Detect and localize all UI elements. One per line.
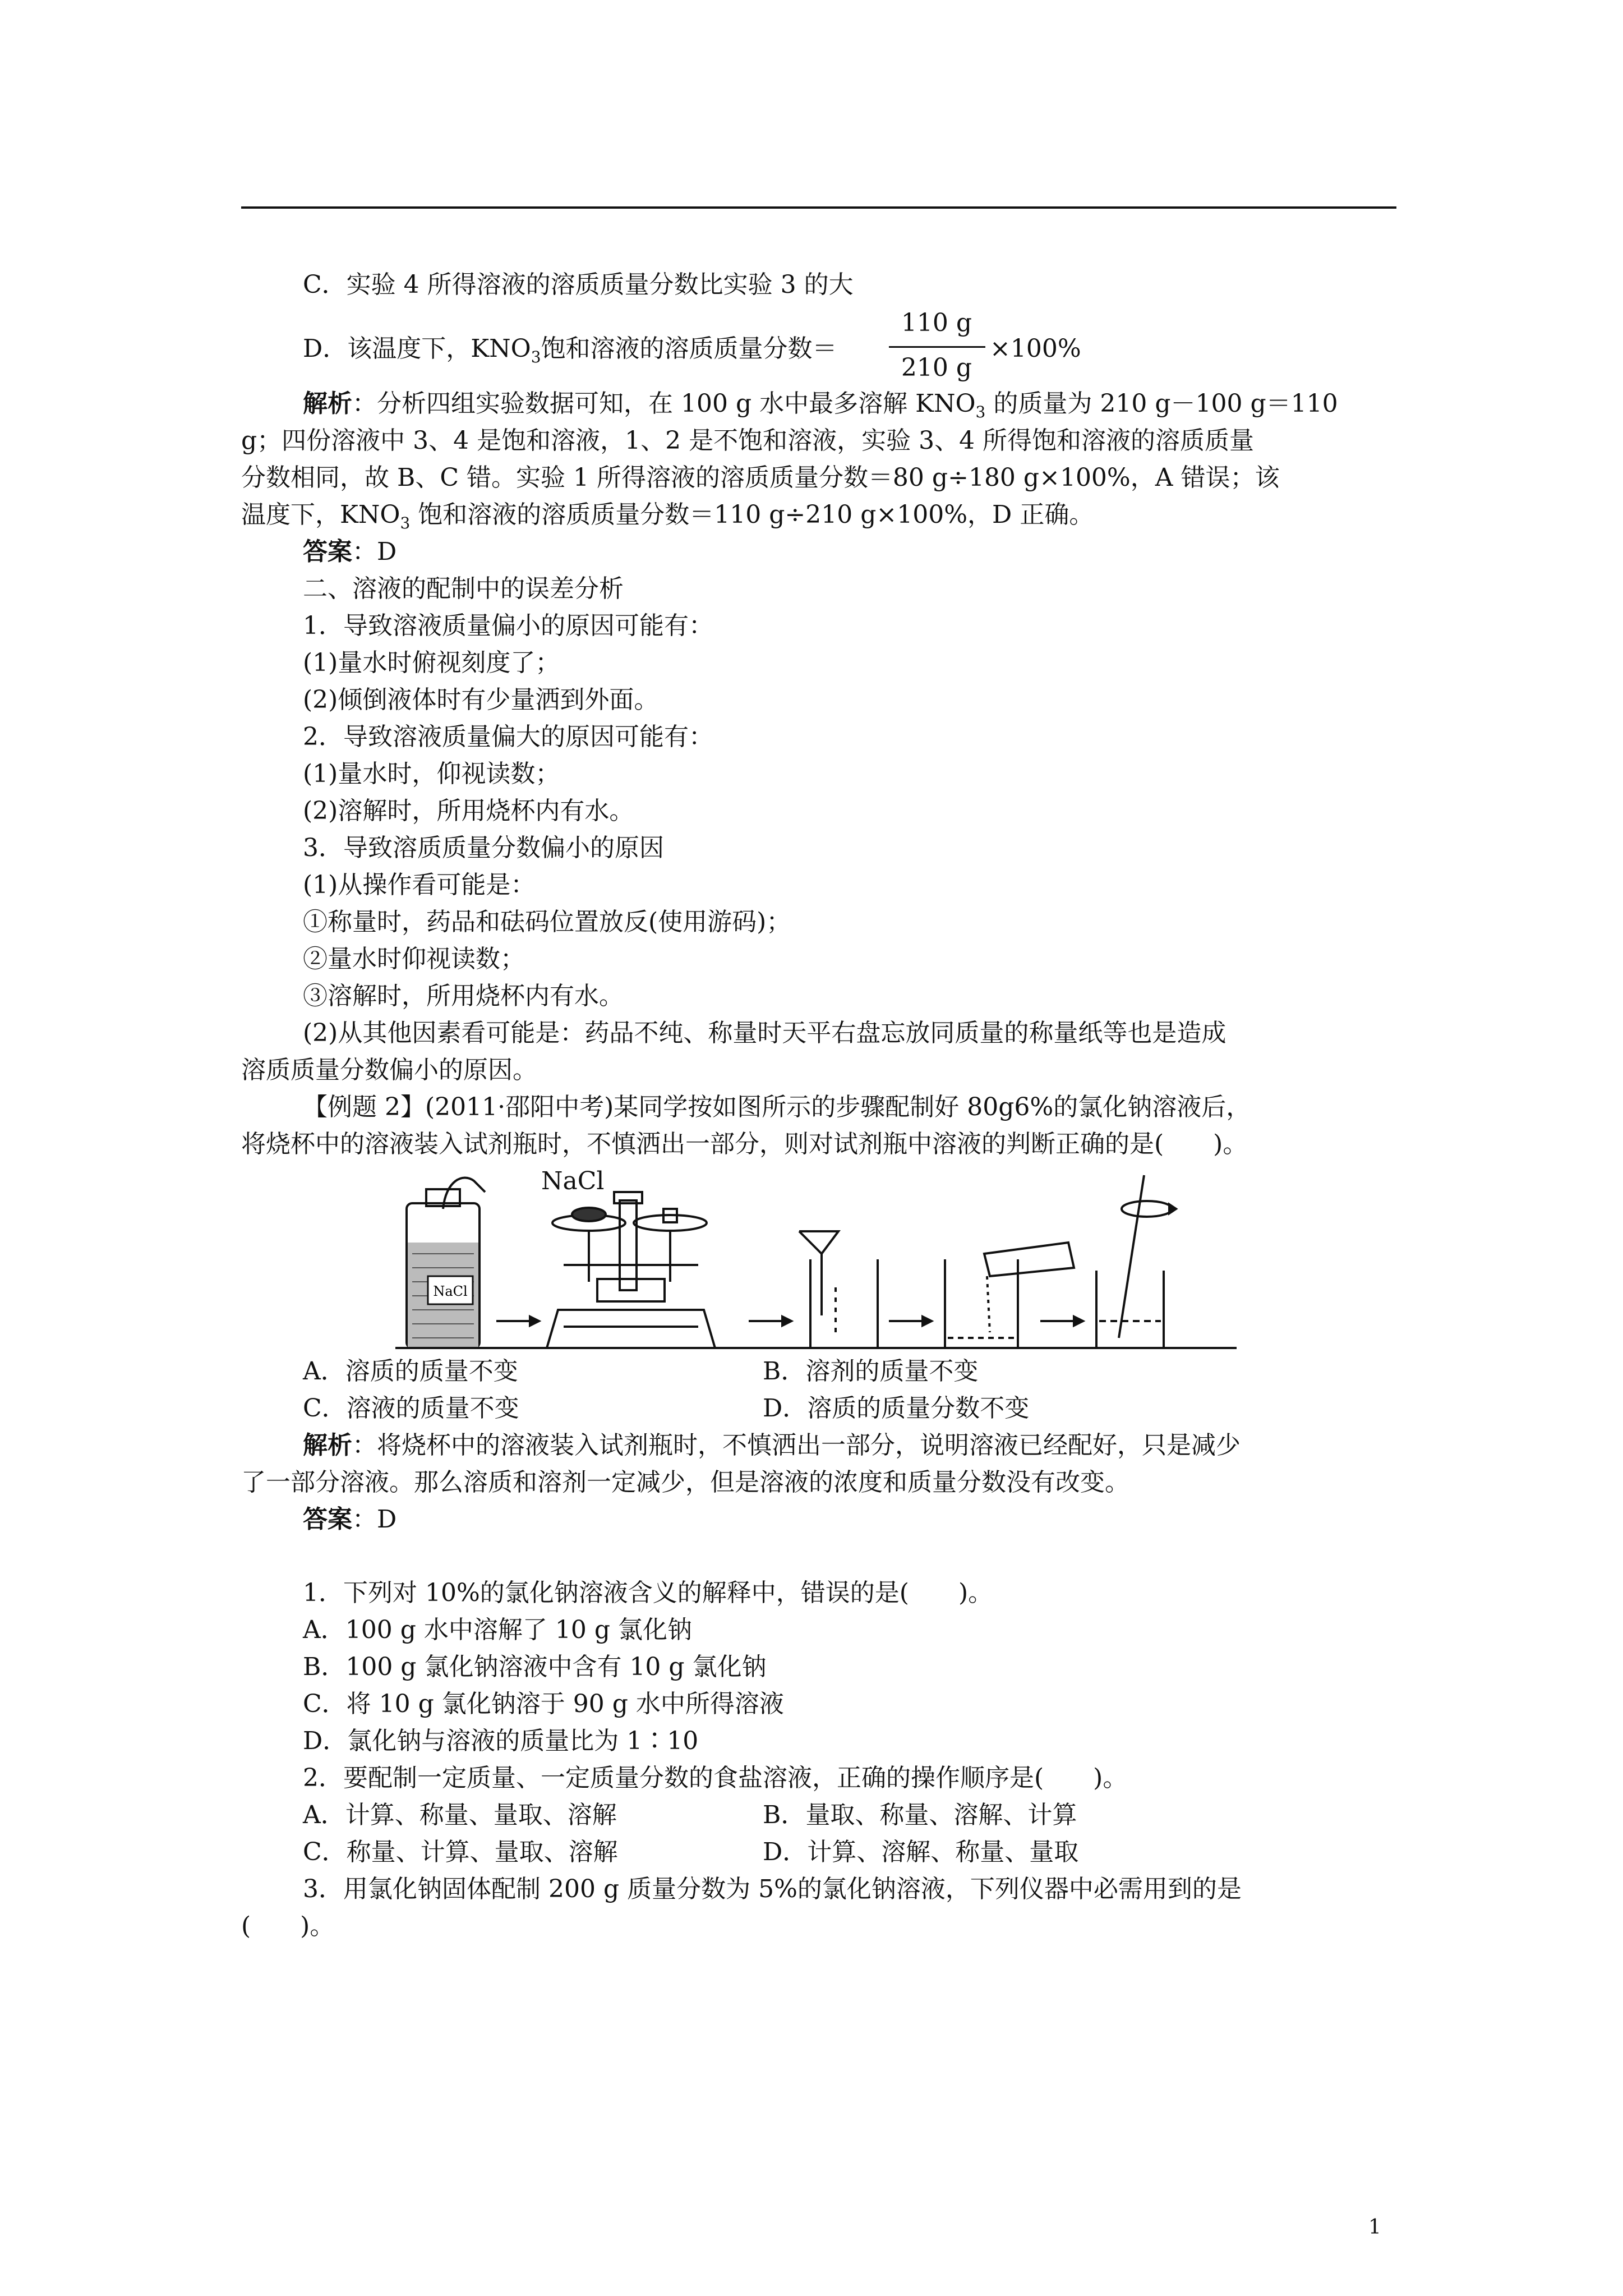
section-2-item-1: 1．导致溶液质量偏小的原因可能有： (303, 611, 713, 640)
example-2-line1: 【例题 2】(2011·邵阳中考)某同学按如图所示的步骤配制好 80g6%的氯化钠溶液后， (303, 1093, 1251, 1121)
section-2-item-2: 2．导致溶液质量偏大的原因可能有： (303, 723, 713, 751)
question-1-option-a: A．100 g 水中溶解了 10 g 氯化钠 (303, 1616, 693, 1644)
funnel-beaker-icon (799, 1231, 878, 1348)
question-2: 2．要配制一定质量、一定质量分数的食盐溶液，正确的操作顺序是( )。 (303, 1764, 1128, 1792)
question-1: 1．下列对 10%的氯化钠溶液含义的解释中，错误的是( )。 (303, 1579, 993, 1607)
nacl-label: NaCl (541, 1170, 605, 1195)
fraction-denominator: 210 g (901, 353, 972, 382)
question-2-option-b: B．量取、称量、溶解、计算 (763, 1801, 1077, 1829)
question-3-line1: 3．用氯化钠固体配制 200 g 质量分数为 5%的氯化钠溶液，下列仪器中必需用到的是 (303, 1875, 1242, 1903)
analysis-1-line2: g；四份溶液中 3、4 是饱和溶液，1、2 是不饱和溶液，实验 3、4 所得饱和溶液的溶质质量 (241, 426, 1255, 455)
example-2-option-c: C．溶液的质量不变 (303, 1394, 519, 1423)
section-2-item-3: 3．导致溶质质量分数偏小的原因 (303, 834, 664, 862)
analysis-1-line4: 温度下，$KNO_3$ 饱和溶液的溶质质量分数＝110 g÷210 g×100%，D 正确。 (241, 500, 1094, 532)
section-2-title: 二、溶液的配制中的误差分析 (303, 574, 624, 603)
example-2-line2: 将烧杯中的溶液装入试剂瓶时，不慎洒出一部分，则对试剂瓶中溶液的判断正确的是( )。 (241, 1130, 1248, 1158)
question-1-option-c: C．将 10 g 氯化钠溶于 90 g 水中所得溶液 (303, 1690, 784, 1718)
balance-icon (541, 1170, 715, 1348)
bottle-label: NaCl (433, 1283, 468, 1299)
section-2-item-2a: (1)量水时，仰视读数； (303, 760, 560, 788)
analysis-1-line3: 分数相同，故 B、C 错。实验 1 所得溶液的溶质质量分数＝80 g÷180 g×100%，A 错误；该 (241, 463, 1280, 492)
example-2-option-d: D．溶质的质量分数不变 (763, 1394, 1030, 1423)
question-3-line2: ( )。 (241, 1912, 335, 1940)
question-1-option-b: B．100 g 氯化钠溶液中含有 10 g 氯化钠 (303, 1653, 767, 1681)
section-2-item-3a1: ①称量时，药品和砝码位置放反(使用游码)； (303, 908, 791, 936)
analysis-1-line1: 解析：分析四组实验数据可知，在 100 g 水中最多溶解 $KNO_3$ 的质量为 210 g－100 g＝110 (303, 389, 1338, 421)
pouring-beaker-icon (945, 1243, 1074, 1348)
section-2-item-3a2: ②量水时仰视读数； (303, 945, 525, 973)
question-2-option-d: D．计算、溶解、称量、量取 (763, 1838, 1079, 1866)
question-1-option-d: D．氯化钠与溶液的质量比为 1∶10 (303, 1727, 699, 1755)
answer-1: 答案：D (303, 537, 397, 566)
section-2-item-3a: (1)从操作看可能是： (303, 871, 536, 899)
option-d-suffix: ×100% (990, 334, 1081, 363)
section-2-item-1a: (1)量水时俯视刻度了； (303, 648, 560, 677)
experiment-figure (395, 1170, 1237, 1355)
question-2-option-c: C．称量、计算、量取、溶解 (303, 1838, 618, 1866)
stirring-beaker-icon (1096, 1175, 1176, 1348)
section-2-item-3b-line2: 溶质质量分数偏小的原因。 (241, 1056, 537, 1084)
question-2-option-a: A．计算、称量、量取、溶解 (303, 1801, 617, 1829)
page-number: 1 (1368, 2216, 1381, 2239)
analysis-2-line1: 解析：将烧杯中的溶液装入试剂瓶时，不慎洒出一部分，说明溶液已经配好，只是减少 (303, 1431, 1241, 1460)
section-2-item-3a3: ③溶解时，所用烧杯内有水。 (303, 982, 624, 1010)
answer-2: 答案：D (303, 1505, 397, 1534)
arrow-icon (496, 1317, 1083, 1326)
reagent-bottle-icon (407, 1177, 485, 1348)
example-2-option-b: B．溶剂的质量不变 (763, 1357, 979, 1386)
option-d: D．该温度下，$KNO_3$饱和溶液的溶质质量分数＝ (303, 334, 837, 366)
section-2-item-1b: (2)倾倒液体时有少量洒到外面。 (303, 685, 659, 714)
section-2-item-3b-line1: (2)从其他因素看可能是：药品不纯、称量时天平右盘忘放同质量的称量纸等也是造成 (303, 1019, 1227, 1047)
section-2-item-2b: (2)溶解时，所用烧杯内有水。 (303, 797, 634, 825)
fraction-bar (889, 346, 985, 348)
example-2-option-a: A．溶质的质量不变 (303, 1357, 518, 1386)
fraction-numerator: 110 g (901, 309, 972, 337)
header-rule (241, 206, 1396, 209)
analysis-2-line2: 了一部分溶液。那么溶质和溶剂一定减少，但是溶液的浓度和质量分数没有改变。 (241, 1468, 1129, 1497)
option-c: C．实验 4 所得溶液的溶质质量分数比实验 3 的大 (303, 270, 854, 299)
